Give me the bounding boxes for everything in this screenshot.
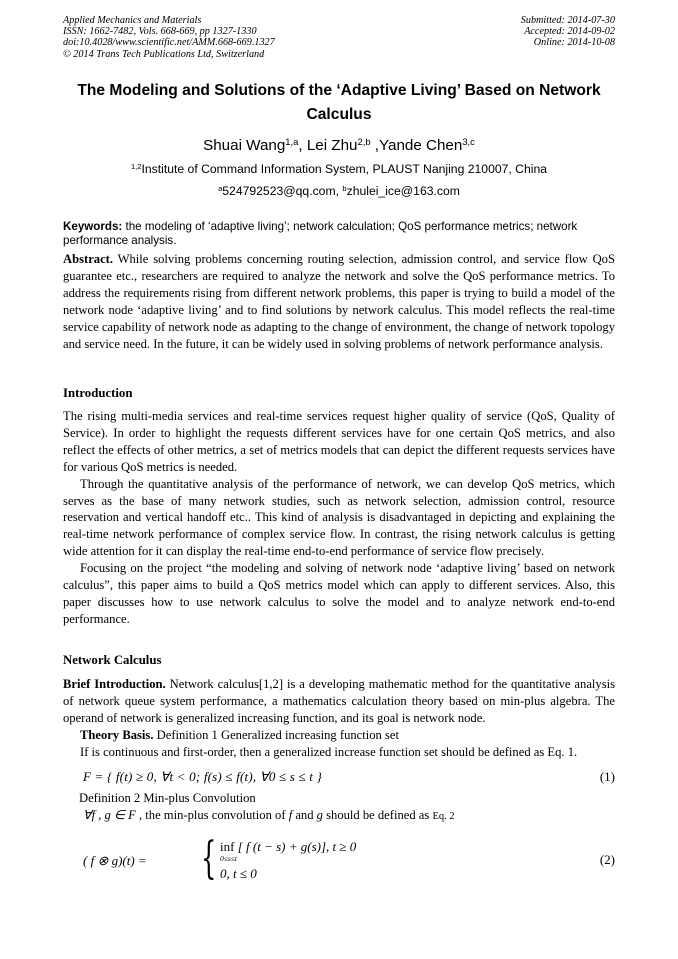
- equation-2-inf: inf: [220, 839, 235, 854]
- affiliation: [63, 161, 615, 177]
- email-a-sup: a: [218, 183, 223, 193]
- equation-2-case-1: [220, 839, 356, 855]
- definition-2-tail: should be defined as: [322, 808, 433, 822]
- definition-2-g: g: [316, 808, 323, 822]
- author-emails: [63, 183, 615, 199]
- online-date: Online: 2014-10-08: [533, 37, 615, 49]
- doi-line: doi:10.4028/www.scientific.net/AMM.668-669.1327: [63, 37, 275, 49]
- affiliation-sup: 1,2: [130, 161, 142, 171]
- submitted-date: Submitted: 2014-07-30: [520, 15, 615, 26]
- author-2-sup: 2,b: [357, 135, 371, 147]
- equation-2-lhs: ( f ⊗ g)(t) =: [83, 853, 147, 868]
- equation-1-formula: F = { f(t) ≥ 0, ∀t < 0; f(s) ≤ f(t), ∀0 ≤ s ≤ t }: [83, 769, 322, 784]
- introduction-body: [63, 408, 615, 628]
- theory-basis-label: Theory Basis.: [80, 727, 154, 742]
- email-b-sup: b: [342, 183, 347, 193]
- equation-2-brace: {: [201, 833, 217, 884]
- journal-name: Applied Mechanics and Materials: [63, 15, 202, 26]
- intro-paragraph-3: Focusing on the project “the modeling and solving of network node ‘adaptive living’ based on network calculus”, this paper aims to build a QoS metrics model which can apply to different services. Also, this paper discusses how to use network calculus to solve the model and to analyze network end-to-end performance.: [63, 561, 615, 626]
- definition-2-and: and: [292, 808, 317, 822]
- email-b: zhulei_ice@163.com: [346, 184, 460, 198]
- definition-2-title: Definition 2 Min-plus Convolution: [79, 791, 256, 805]
- affiliation-text: Institute of Command Information System, PLAUST Nanjing 210007, China: [141, 162, 548, 176]
- introduction-heading: Introduction: [63, 386, 133, 400]
- email-a: 524792523@qq.com,: [222, 184, 343, 198]
- theory-basis-paragraph: [63, 727, 615, 744]
- paper-title: The Modeling and Solutions of the ‘Adaptive Living’ Based on Network Calculus: [77, 82, 601, 123]
- intro-paragraph-1: The rising multi-media services and real-time services request higher quality of service (QoS, Quality of Service). In order to highlight the requests different services have for one certain QoS metrics, and also reflect the effects of other metrics, a set of metrics models that can depict the different requests services have for various QoS metrics is needed.: [63, 409, 615, 474]
- author-2: , Lei Zhu: [298, 137, 358, 154]
- network-calculus-body: [63, 676, 615, 761]
- definition-1-text: If is continuous and first-order, then a generalized increase function set should be defined as Eq. 1.: [80, 744, 578, 759]
- issn-line: ISSN: 1662-7482, Vols. 668-669, pp 1327-1330: [63, 26, 257, 38]
- journal-header-left: [63, 15, 275, 60]
- definition-2-mid: , the min-plus convolution of: [135, 808, 289, 822]
- definition-2-f: f: [288, 808, 293, 822]
- definition-1-title: Definition 1 Generalized increasing function set: [153, 727, 399, 742]
- abstract-text: While solving problems concerning routing selection, admission control, and service flow QoS guarantee etc., researchers are required to analyze the network and solve the QoS performance metrics. To address the requirements rising from different network problems, this paper is trying to build a model of the network node ‘adaptive living’ and to find solutions by network calculus. This model reflects the real-time service capability of network node as adapting to the change of environment, the change of network topology and service need. In the future, it can be widely used in solving problems of network performance analysis.: [63, 252, 615, 351]
- equation-2-case-1-expr: [ f (t − s) + g(s)], t ≥ 0: [234, 839, 357, 854]
- accepted-date: Accepted: 2014-09-02: [524, 26, 615, 38]
- copyright-line: © 2014 Trans Tech Publications Ltd, Switzerland: [63, 48, 265, 60]
- equation-1-number: (1): [599, 769, 615, 784]
- author-1-sup: 1,a: [285, 135, 299, 147]
- equation-2-subscript: 0≤s≤t: [220, 854, 237, 863]
- brief-intro-paragraph: [63, 676, 615, 727]
- abstract: [63, 251, 615, 352]
- brief-intro-label: Brief Introduction.: [63, 677, 166, 691]
- author-1: Shuai Wang: [203, 137, 286, 154]
- definition-2-forall: ∀f , g ∈ F: [83, 808, 136, 822]
- abstract-label: Abstract.: [63, 252, 114, 266]
- author-3-sup: 3,c: [462, 135, 475, 147]
- equation-2: [63, 833, 615, 886]
- definition-2-eq-ref: Eq. 2: [432, 811, 455, 822]
- intro-paragraph-2: Through the quantitative analysis of the performance of network, we can develop QoS metrics, which serves as the base of many network studies, such as network selection, admission control, resource reservation and vertical handoff etc.. This kind of analysis is disadvantaged in depicting and explaining the real-time network performance of complex service flow. In contrast, the rising network calculus is getting wide attention for it can display the real-time end-to-end performance of service flow precisely.: [63, 476, 615, 559]
- equation-2-number: (2): [599, 852, 615, 867]
- author-line: [63, 136, 615, 156]
- equation-2-case-2: 0, t ≤ 0: [220, 866, 257, 881]
- keywords: [63, 220, 615, 249]
- keywords-text: the modeling of ‘adaptive living’; network calculation; QoS performance metrics; network performance analysis.: [63, 220, 578, 248]
- network-calculus-heading: Network Calculus: [63, 653, 162, 667]
- equation-1: [63, 769, 615, 789]
- brief-intro-text: Network calculus[1,2] is a developing mathematic method for the quantitative analysis of network queue system performance, a mathematics calculation theory based on min-plus algebra. The operand of network is generalized increasing function, and its goal is network node.: [63, 677, 616, 725]
- keywords-label: Keywords:: [63, 220, 123, 233]
- author-3: ,Yande Chen: [370, 137, 463, 154]
- definition-2-text: [83, 807, 455, 826]
- journal-header-right: [521, 15, 615, 49]
